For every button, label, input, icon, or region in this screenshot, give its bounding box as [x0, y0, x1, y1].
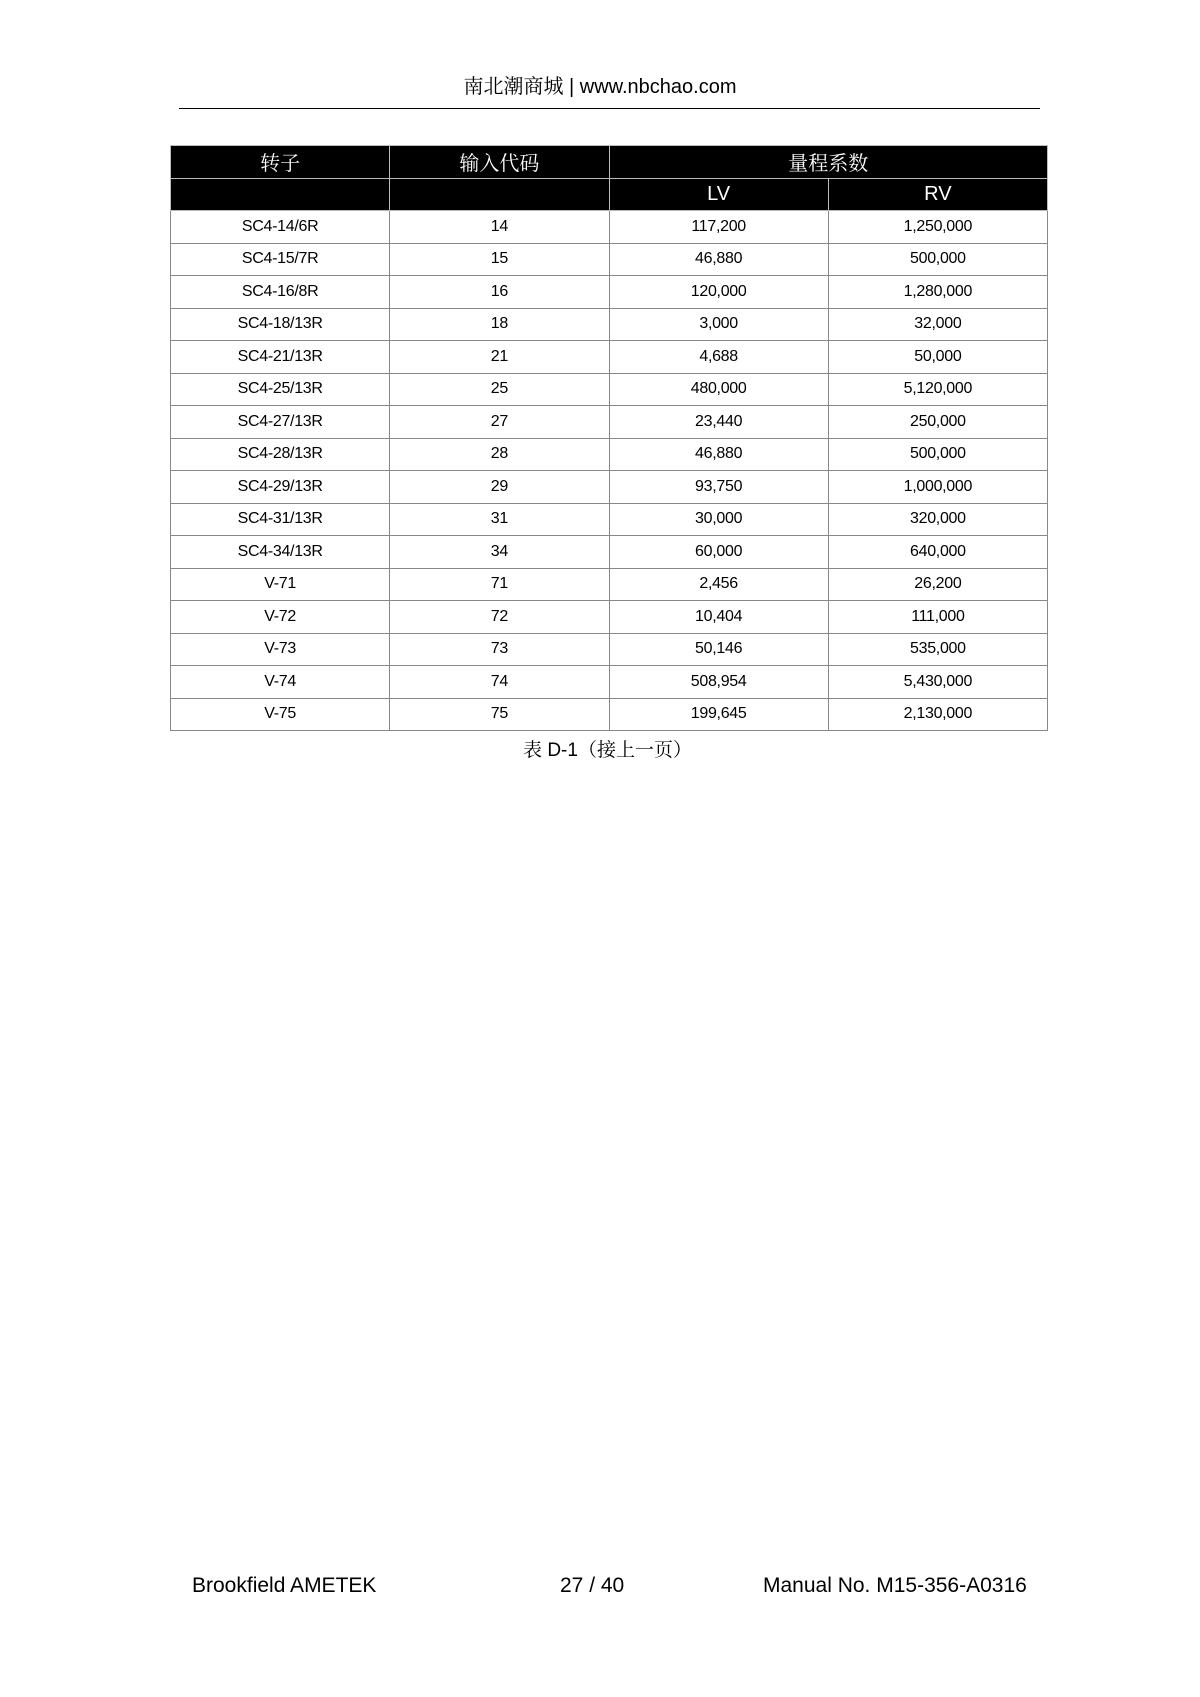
input-code-cell: 27 [390, 406, 609, 439]
rv-cell: 500,000 [828, 243, 1047, 276]
rotor-cell: SC4-25/13R [171, 373, 390, 406]
lv-cell: 120,000 [609, 276, 828, 309]
table-row [171, 666, 1048, 699]
rotor-cell: SC4-28/13R [171, 438, 390, 471]
lv-cell: 480,000 [609, 373, 828, 406]
header-divider [179, 108, 1040, 109]
input-code-cell: 73 [390, 633, 609, 666]
table-row [171, 373, 1048, 406]
rv-cell: 1,250,000 [828, 211, 1047, 244]
input-code-cell: 25 [390, 373, 609, 406]
rv-cell: 2,130,000 [828, 698, 1047, 731]
input-code-cell: 31 [390, 503, 609, 536]
rotor-cell: SC4-29/13R [171, 471, 390, 504]
rotor-cell: SC4-16/8R [171, 276, 390, 309]
footer-page-number: 27 / 40 [560, 1574, 625, 1597]
input-code-cell: 16 [390, 276, 609, 309]
rotor-cell: V-75 [171, 698, 390, 731]
caption-prefix: 表 [523, 740, 548, 761]
rotor-cell: SC4-34/13R [171, 536, 390, 569]
table-row [171, 243, 1048, 276]
lv-cell: 4,688 [609, 341, 828, 374]
lv-cell: 3,000 [609, 308, 828, 341]
rotor-cell: SC4-15/7R [171, 243, 390, 276]
input-code-cell: 74 [390, 666, 609, 699]
table-row [171, 698, 1048, 731]
lv-cell: 23,440 [609, 406, 828, 439]
table-row [171, 406, 1048, 439]
rv-cell: 535,000 [828, 633, 1047, 666]
lv-cell: 30,000 [609, 503, 828, 536]
col-lv: LV [609, 178, 828, 211]
input-code-cell: 72 [390, 601, 609, 634]
col-range-factor: 量程系数 [609, 146, 1048, 179]
table-caption [0, 735, 1200, 762]
table-row [171, 568, 1048, 601]
input-code-cell: 75 [390, 698, 609, 731]
rv-cell: 320,000 [828, 503, 1047, 536]
rotor-cell: SC4-31/13R [171, 503, 390, 536]
lv-cell: 93,750 [609, 471, 828, 504]
input-code-cell: 18 [390, 308, 609, 341]
caption-label: D-1 [547, 740, 578, 761]
table-row [171, 276, 1048, 309]
rv-cell: 500,000 [828, 438, 1047, 471]
rv-cell: 32,000 [828, 308, 1047, 341]
footer-manual-number: Manual No. M15-356-A0316 [763, 1574, 1027, 1597]
rv-cell: 250,000 [828, 406, 1047, 439]
table-row [171, 308, 1048, 341]
rv-cell: 111,000 [828, 601, 1047, 634]
lv-cell: 10,404 [609, 601, 828, 634]
input-code-cell: 29 [390, 471, 609, 504]
lv-cell: 60,000 [609, 536, 828, 569]
lv-cell: 50,146 [609, 633, 828, 666]
lv-cell: 199,645 [609, 698, 828, 731]
table-row [171, 503, 1048, 536]
col-blank [390, 178, 609, 211]
rv-cell: 1,280,000 [828, 276, 1047, 309]
rv-cell: 5,120,000 [828, 373, 1047, 406]
range-factor-table [170, 145, 1048, 731]
rv-cell: 5,430,000 [828, 666, 1047, 699]
input-code-cell: 21 [390, 341, 609, 374]
page-header: 南北潮商城 | www.nbchao.com [463, 76, 737, 98]
lv-cell: 46,880 [609, 243, 828, 276]
table-row [171, 601, 1048, 634]
lv-cell: 508,954 [609, 666, 828, 699]
input-code-cell: 15 [390, 243, 609, 276]
table-row [171, 341, 1048, 374]
table-row [171, 438, 1048, 471]
col-blank [171, 178, 390, 211]
rotor-cell: SC4-27/13R [171, 406, 390, 439]
rotor-cell: V-74 [171, 666, 390, 699]
footer-company: Brookfield AMETEK [192, 1574, 377, 1597]
rotor-cell: V-72 [171, 601, 390, 634]
rv-cell: 26,200 [828, 568, 1047, 601]
col-rv: RV [828, 178, 1047, 211]
rv-cell: 50,000 [828, 341, 1047, 374]
table-row [171, 633, 1048, 666]
rotor-cell: V-71 [171, 568, 390, 601]
input-code-cell: 34 [390, 536, 609, 569]
caption-suffix: （接上一页） [577, 740, 692, 761]
rv-cell: 640,000 [828, 536, 1047, 569]
input-code-cell: 28 [390, 438, 609, 471]
table-row [171, 536, 1048, 569]
rotor-cell: SC4-14/6R [171, 211, 390, 244]
rotor-cell: SC4-21/13R [171, 341, 390, 374]
lv-cell: 46,880 [609, 438, 828, 471]
rv-cell: 1,000,000 [828, 471, 1047, 504]
input-code-cell: 14 [390, 211, 609, 244]
rotor-cell: SC4-18/13R [171, 308, 390, 341]
col-rotor: 转子 [171, 146, 390, 179]
input-code-cell: 71 [390, 568, 609, 601]
table-row [171, 471, 1048, 504]
table-row [171, 211, 1048, 244]
lv-cell: 117,200 [609, 211, 828, 244]
rotor-cell: V-73 [171, 633, 390, 666]
lv-cell: 2,456 [609, 568, 828, 601]
col-input-code: 输入代码 [390, 146, 609, 179]
